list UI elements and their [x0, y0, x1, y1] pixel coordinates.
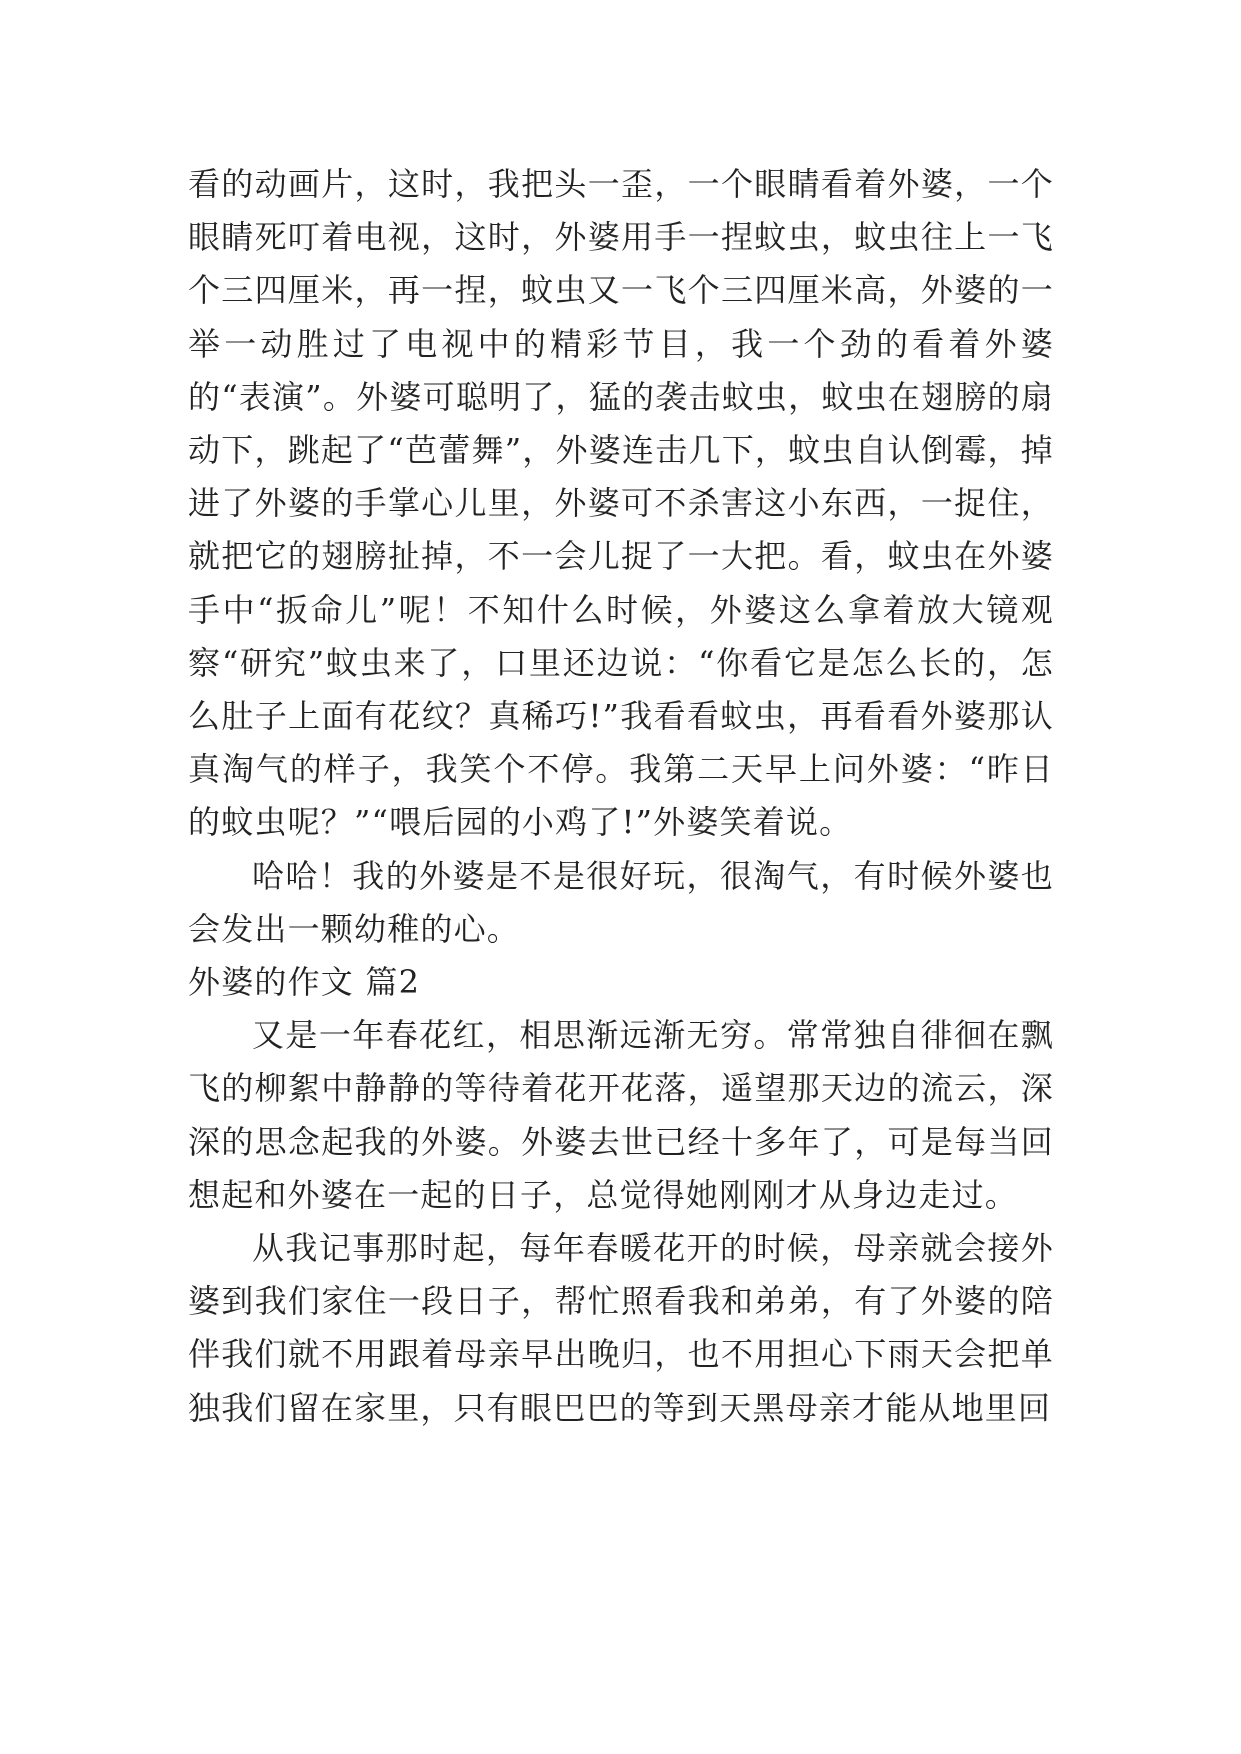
paragraph-continuation: 看的动画片，这时，我把头一歪，一个眼睛看着外婆，一个眼睛死叮着电视，这时，外婆用手一捏蚊虫，蚊虫往上一飞个三四厘米，再一捏，蚊虫又一飞个三四厘米高，外婆的一举一动胜过了电视中的精彩节目，我一个劲的看着外婆的“表演”。外婆可聪明了，猛的袭击蚊虫，蚊虫在翅膀的扇动下，跳起了“芭蕾舞”，外婆连击几下，蚊虫自认倒霉，掉进了外婆的手掌心儿里，外婆可不杀害这小东西，一捉住，就把它的翅膀扯掉，不一会儿捉了一大把。看，蚊虫在外婆手中“扳命儿”呢！不知什么时候，外婆这么拿着放大镜观察“研究”蚊虫来了，口里还边说：“你看它是怎么长的，怎么肚子上面有花纹？真稀巧!”我看看蚊虫，再看看外婆那认真淘气的样子，我笑个不停。我第二天早上问外婆：“昨日的蚊虫呢？”“喂后园的小鸡了!”外婆笑着说。 — [188, 165, 1054, 842]
paragraph-section2-first: 又是一年春花红，相思渐远渐无穷。常常独自徘徊在飘飞的柳絮中静静的等待着花开花落，遥望那天边的流云，深深的思念起我的外婆。外婆去世已经十多年了，可是每当回想起和外婆在一起的日子，总觉得她刚刚才从身边走过。 — [188, 1016, 1054, 1214]
paragraph-section2-second: 从我记事那时起，每年春暖花开的时候，母亲就会接外婆到我们家住一段日子，帮忙照看我和弟弟，有了外婆的陪伴我们就不用跟着母亲早出晚归，也不用担心下雨天会把单独我们留在家里，只有眼巴巴的等到天黑母亲才能从地里回 — [188, 1229, 1054, 1427]
document-body — [188, 158, 1054, 1435]
paragraph-conclusion: 哈哈！我的外婆是不是很好玩，很淘气，有时候外婆也会发出一颗幼稚的心。 — [188, 856, 1054, 948]
section-heading: 外婆的作文 篇2 — [188, 963, 421, 1002]
